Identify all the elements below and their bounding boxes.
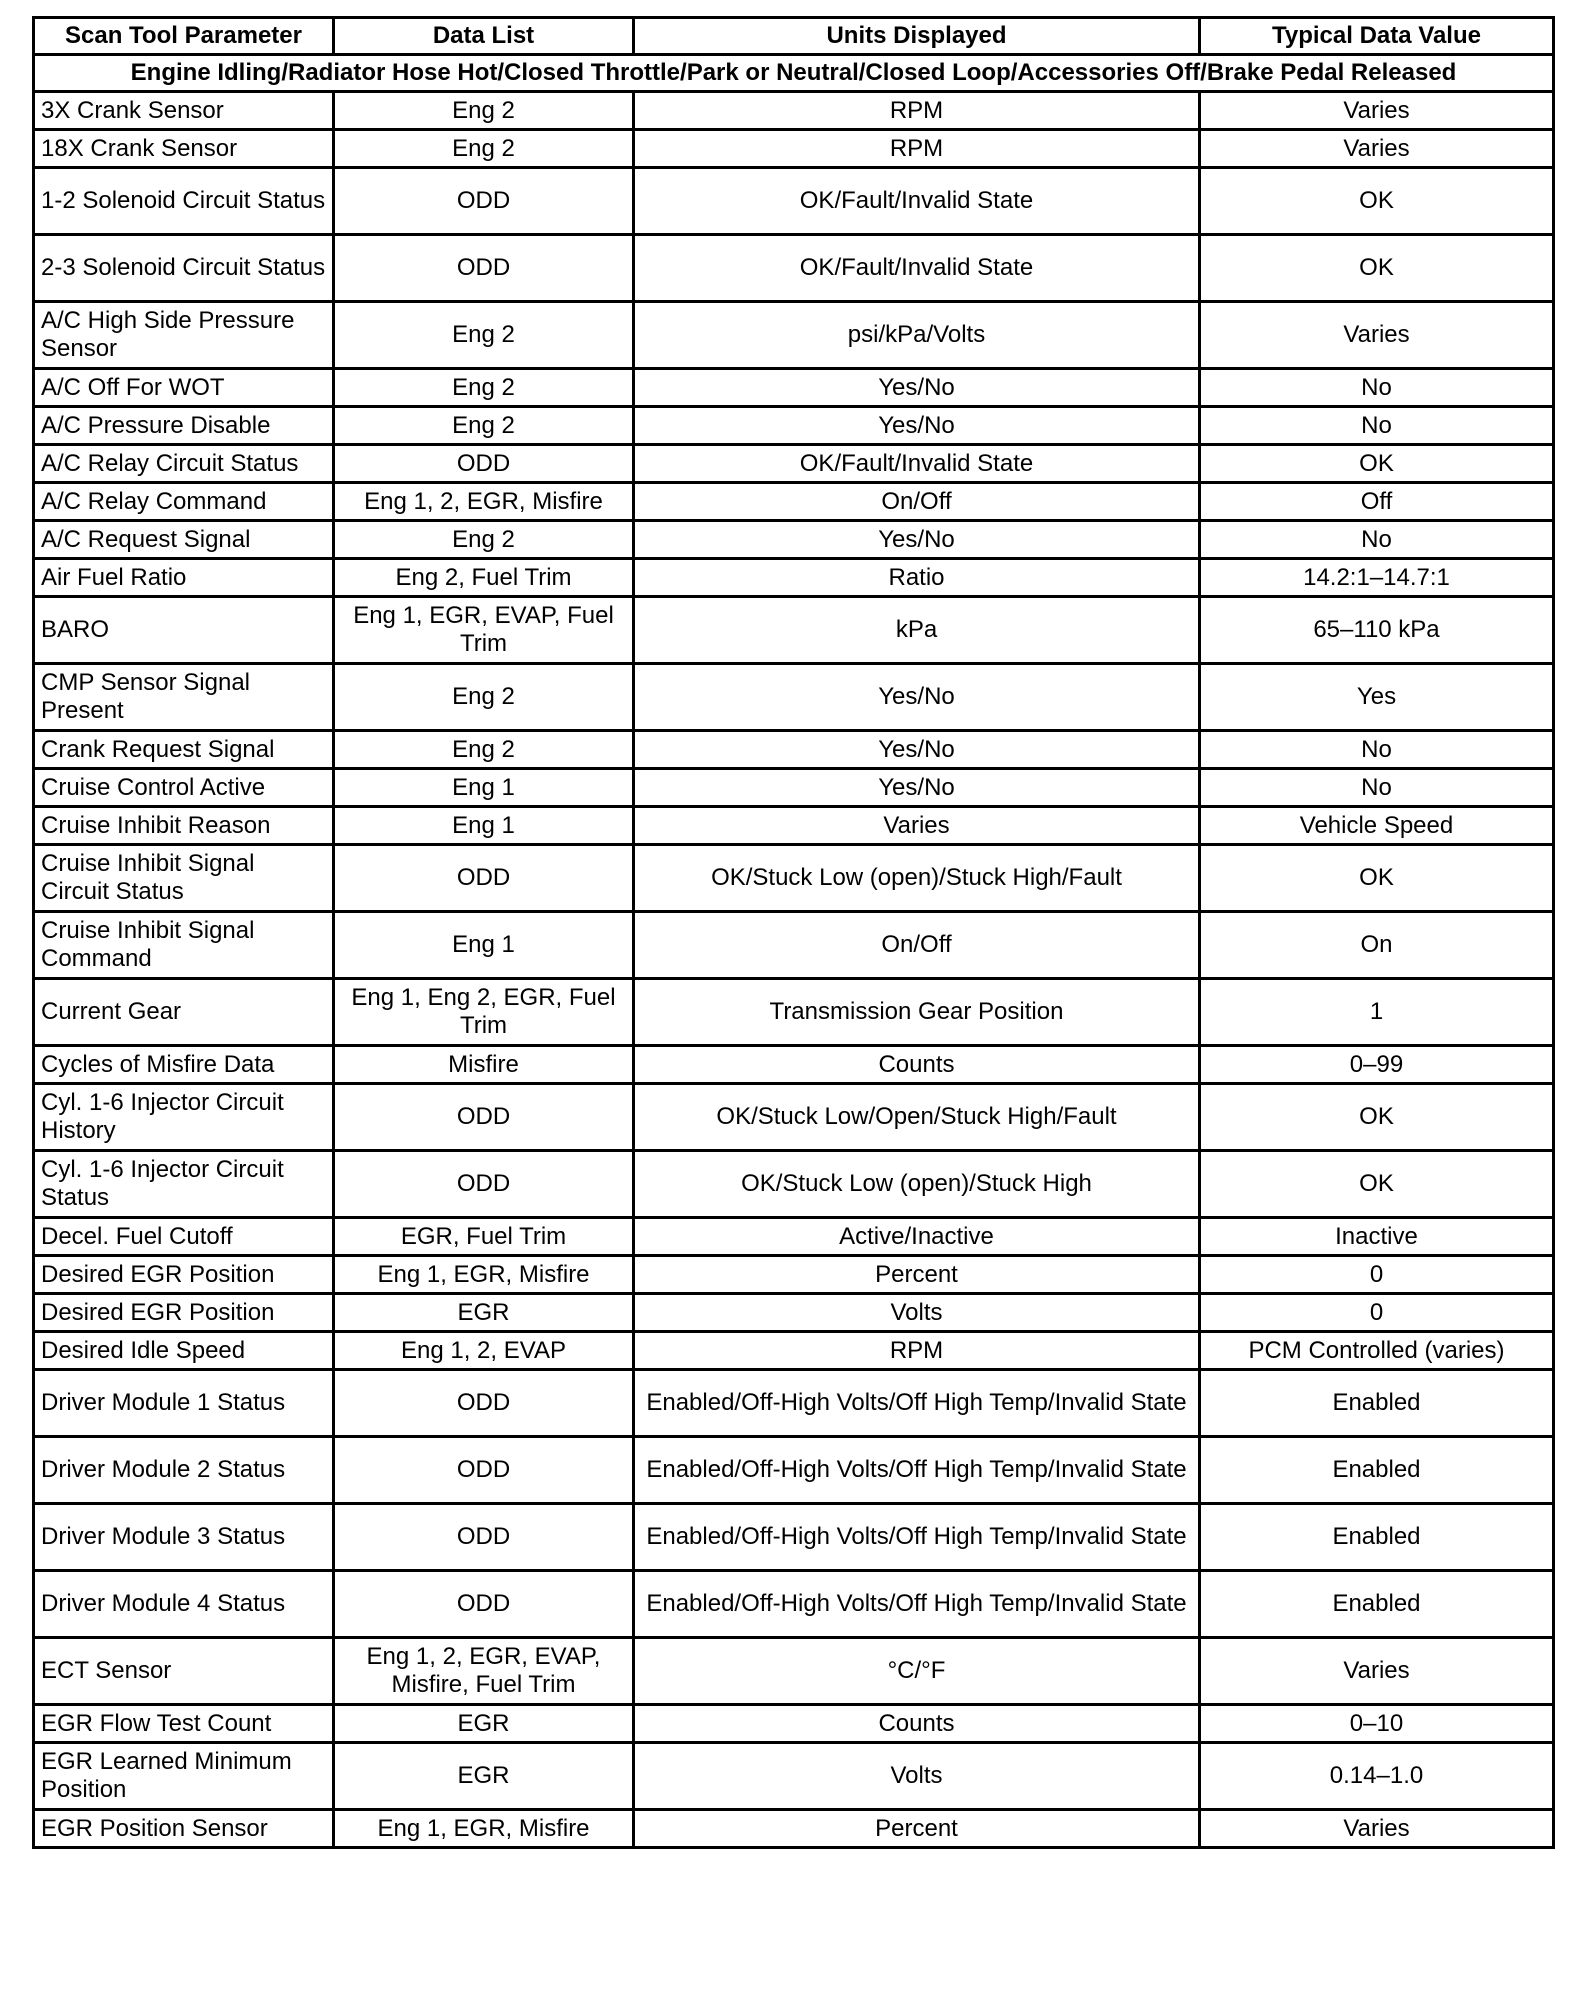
parameter-cell: Cruise Inhibit Signal Command [34,912,334,979]
data-list-cell: ODD [334,168,634,235]
parameter-cell: Driver Module 3 Status [34,1504,334,1571]
units-cell: Counts [634,1046,1200,1084]
typical-value-cell: Varies [1200,1638,1554,1705]
typical-value-cell: PCM Controlled (varies) [1200,1332,1554,1370]
table-row [34,521,1554,559]
typical-value-cell: Varies [1200,92,1554,130]
typical-value-cell: Enabled [1200,1571,1554,1638]
units-cell: Yes/No [634,407,1200,445]
parameter-cell: Air Fuel Ratio [34,559,334,597]
table-row [34,559,1554,597]
typical-value-cell: Off [1200,483,1554,521]
typical-value-cell: Enabled [1200,1504,1554,1571]
units-cell: OK/Stuck Low/Open/Stuck High/Fault [634,1084,1200,1151]
parameter-cell: Desired Idle Speed [34,1332,334,1370]
table-row [34,1084,1554,1151]
parameter-cell: A/C Pressure Disable [34,407,334,445]
table-row [34,807,1554,845]
typical-value-cell: 14.2:1–14.7:1 [1200,559,1554,597]
units-cell: kPa [634,597,1200,664]
typical-value-cell: OK [1200,1084,1554,1151]
units-cell: psi/kPa/Volts [634,302,1200,369]
table-row [34,235,1554,302]
table-row [34,445,1554,483]
parameter-cell: Cruise Control Active [34,769,334,807]
header-typical-data-value: Typical Data Value [1200,18,1554,55]
parameter-cell: Driver Module 1 Status [34,1370,334,1437]
data-list-cell: ODD [334,1504,634,1571]
units-cell: Yes/No [634,664,1200,731]
table-row [34,1370,1554,1437]
data-list-cell: Eng 1, 2, EGR, EVAP, Misfire, Fuel Trim [334,1638,634,1705]
typical-value-cell: 0 [1200,1256,1554,1294]
parameter-cell: Desired EGR Position [34,1256,334,1294]
parameter-cell: Cycles of Misfire Data [34,1046,334,1084]
units-cell: Percent [634,1810,1200,1848]
table-row [34,1437,1554,1504]
table-row [34,407,1554,445]
parameter-cell: CMP Sensor Signal Present [34,664,334,731]
units-cell: Ratio [634,559,1200,597]
units-cell: OK/Stuck Low (open)/Stuck High/Fault [634,845,1200,912]
units-cell: On/Off [634,483,1200,521]
data-list-cell: Misfire [334,1046,634,1084]
units-cell: Enabled/Off-High Volts/Off High Temp/Invalid State [634,1370,1200,1437]
typical-value-cell: No [1200,521,1554,559]
table-row [34,369,1554,407]
parameter-cell: 1-2 Solenoid Circuit Status [34,168,334,235]
typical-value-cell: No [1200,731,1554,769]
table-row [34,1504,1554,1571]
parameter-cell: A/C Request Signal [34,521,334,559]
typical-value-cell: 0.14–1.0 [1200,1743,1554,1810]
table-row [34,1151,1554,1218]
table-row [34,1256,1554,1294]
units-cell: OK/Fault/Invalid State [634,168,1200,235]
parameter-cell: EGR Learned Minimum Position [34,1743,334,1810]
table-row [34,1571,1554,1638]
parameter-cell: 2-3 Solenoid Circuit Status [34,235,334,302]
table-row [34,483,1554,521]
table-row [34,597,1554,664]
header-row [34,18,1554,55]
table-row [34,845,1554,912]
data-list-cell: EGR [334,1294,634,1332]
typical-value-cell: 0–99 [1200,1046,1554,1084]
data-list-cell: ODD [334,1084,634,1151]
typical-value-cell: Enabled [1200,1370,1554,1437]
units-cell: RPM [634,130,1200,168]
data-list-cell: Eng 1 [334,912,634,979]
parameter-cell: A/C Relay Command [34,483,334,521]
parameter-cell: Decel. Fuel Cutoff [34,1218,334,1256]
parameter-cell: ECT Sensor [34,1638,334,1705]
table-row [34,130,1554,168]
data-list-cell: Eng 1, 2, EGR, Misfire [334,483,634,521]
header-scan-tool-parameter: Scan Tool Parameter [34,18,334,55]
parameter-cell: Cyl. 1-6 Injector Circuit Status [34,1151,334,1218]
table-row [34,1638,1554,1705]
typical-value-cell: Vehicle Speed [1200,807,1554,845]
parameter-cell: A/C High Side Pressure Sensor [34,302,334,369]
typical-value-cell: 0 [1200,1294,1554,1332]
data-list-cell: ODD [334,445,634,483]
units-cell: Percent [634,1256,1200,1294]
table-row [34,731,1554,769]
parameter-cell: 18X Crank Sensor [34,130,334,168]
typical-value-cell: OK [1200,168,1554,235]
units-cell: Yes/No [634,769,1200,807]
data-list-cell: Eng 2 [334,302,634,369]
data-list-cell: EGR [334,1743,634,1810]
typical-value-cell: OK [1200,235,1554,302]
table-row [34,769,1554,807]
table-row [34,1705,1554,1743]
parameter-cell: Crank Request Signal [34,731,334,769]
units-cell: Volts [634,1743,1200,1810]
condition-row [34,55,1554,92]
header-data-list: Data List [334,18,634,55]
table-row [34,912,1554,979]
typical-value-cell: On [1200,912,1554,979]
units-cell: Volts [634,1294,1200,1332]
header-units-displayed: Units Displayed [634,18,1200,55]
typical-value-cell: 1 [1200,979,1554,1046]
parameter-cell: EGR Flow Test Count [34,1705,334,1743]
typical-value-cell: OK [1200,445,1554,483]
typical-value-cell: Yes [1200,664,1554,731]
data-list-cell: Eng 1, EGR, Misfire [334,1256,634,1294]
typical-value-cell: OK [1200,845,1554,912]
parameter-cell: A/C Relay Circuit Status [34,445,334,483]
data-list-cell: Eng 2 [334,130,634,168]
units-cell: Enabled/Off-High Volts/Off High Temp/Invalid State [634,1437,1200,1504]
table-row [34,1218,1554,1256]
units-cell: OK/Fault/Invalid State [634,235,1200,302]
data-list-cell: Eng 2 [334,92,634,130]
table-row [34,92,1554,130]
parameter-cell: Cyl. 1-6 Injector Circuit History [34,1084,334,1151]
parameter-cell: Current Gear [34,979,334,1046]
scan-tool-data-table [32,16,1555,1849]
typical-value-cell: 65–110 kPa [1200,597,1554,664]
units-cell: Yes/No [634,731,1200,769]
data-list-cell: EGR, Fuel Trim [334,1218,634,1256]
data-list-cell: Eng 2 [334,521,634,559]
table-row [34,1810,1554,1848]
data-list-cell: Eng 1, 2, EVAP [334,1332,634,1370]
parameter-cell: Cruise Inhibit Signal Circuit Status [34,845,334,912]
data-list-cell: ODD [334,845,634,912]
data-list-cell: ODD [334,1151,634,1218]
data-list-cell: Eng 1 [334,807,634,845]
parameter-cell: BARO [34,597,334,664]
units-cell: Counts [634,1705,1200,1743]
table-row [34,1332,1554,1370]
units-cell: Yes/No [634,521,1200,559]
units-cell: Enabled/Off-High Volts/Off High Temp/Invalid State [634,1571,1200,1638]
typical-value-cell: Enabled [1200,1437,1554,1504]
units-cell: OK/Stuck Low (open)/Stuck High [634,1151,1200,1218]
typical-value-cell: No [1200,369,1554,407]
data-list-cell: Eng 1 [334,769,634,807]
parameter-cell: A/C Off For WOT [34,369,334,407]
units-cell: Active/Inactive [634,1218,1200,1256]
typical-value-cell: Inactive [1200,1218,1554,1256]
data-list-cell: ODD [334,1370,634,1437]
data-list-cell: ODD [334,235,634,302]
data-list-cell: Eng 2 [334,369,634,407]
parameter-cell: Desired EGR Position [34,1294,334,1332]
typical-value-cell: Varies [1200,302,1554,369]
table-row [34,168,1554,235]
table-row [34,1046,1554,1084]
data-list-cell: Eng 2, Fuel Trim [334,559,634,597]
typical-value-cell: Varies [1200,1810,1554,1848]
units-cell: Yes/No [634,369,1200,407]
typical-value-cell: 0–10 [1200,1705,1554,1743]
test-conditions: Engine Idling/Radiator Hose Hot/Closed Throttle/Park or Neutral/Closed Loop/Accessories Off/Brake Pedal Released [34,55,1554,92]
typical-value-cell: No [1200,407,1554,445]
parameter-cell: Driver Module 2 Status [34,1437,334,1504]
units-cell: RPM [634,92,1200,130]
data-list-cell: EGR [334,1705,634,1743]
data-list-cell: Eng 2 [334,664,634,731]
table-row [34,664,1554,731]
table-row [34,979,1554,1046]
table-row [34,302,1554,369]
data-list-cell: ODD [334,1437,634,1504]
parameter-cell: 3X Crank Sensor [34,92,334,130]
units-cell: Enabled/Off-High Volts/Off High Temp/Invalid State [634,1504,1200,1571]
units-cell: On/Off [634,912,1200,979]
data-list-cell: Eng 2 [334,407,634,445]
typical-value-cell: No [1200,769,1554,807]
units-cell: Transmission Gear Position [634,979,1200,1046]
parameter-cell: Cruise Inhibit Reason [34,807,334,845]
data-list-cell: Eng 1, EGR, Misfire [334,1810,634,1848]
table-row [34,1294,1554,1332]
data-list-cell: Eng 1, EGR, EVAP, Fuel Trim [334,597,634,664]
units-cell: °C/°F [634,1638,1200,1705]
table-row [34,1743,1554,1810]
parameter-cell: Driver Module 4 Status [34,1571,334,1638]
units-cell: OK/Fault/Invalid State [634,445,1200,483]
units-cell: RPM [634,1332,1200,1370]
parameter-cell: EGR Position Sensor [34,1810,334,1848]
data-list-cell: ODD [334,1571,634,1638]
data-list-cell: Eng 2 [334,731,634,769]
units-cell: Varies [634,807,1200,845]
typical-value-cell: Varies [1200,130,1554,168]
typical-value-cell: OK [1200,1151,1554,1218]
data-list-cell: Eng 1, Eng 2, EGR, Fuel Trim [334,979,634,1046]
